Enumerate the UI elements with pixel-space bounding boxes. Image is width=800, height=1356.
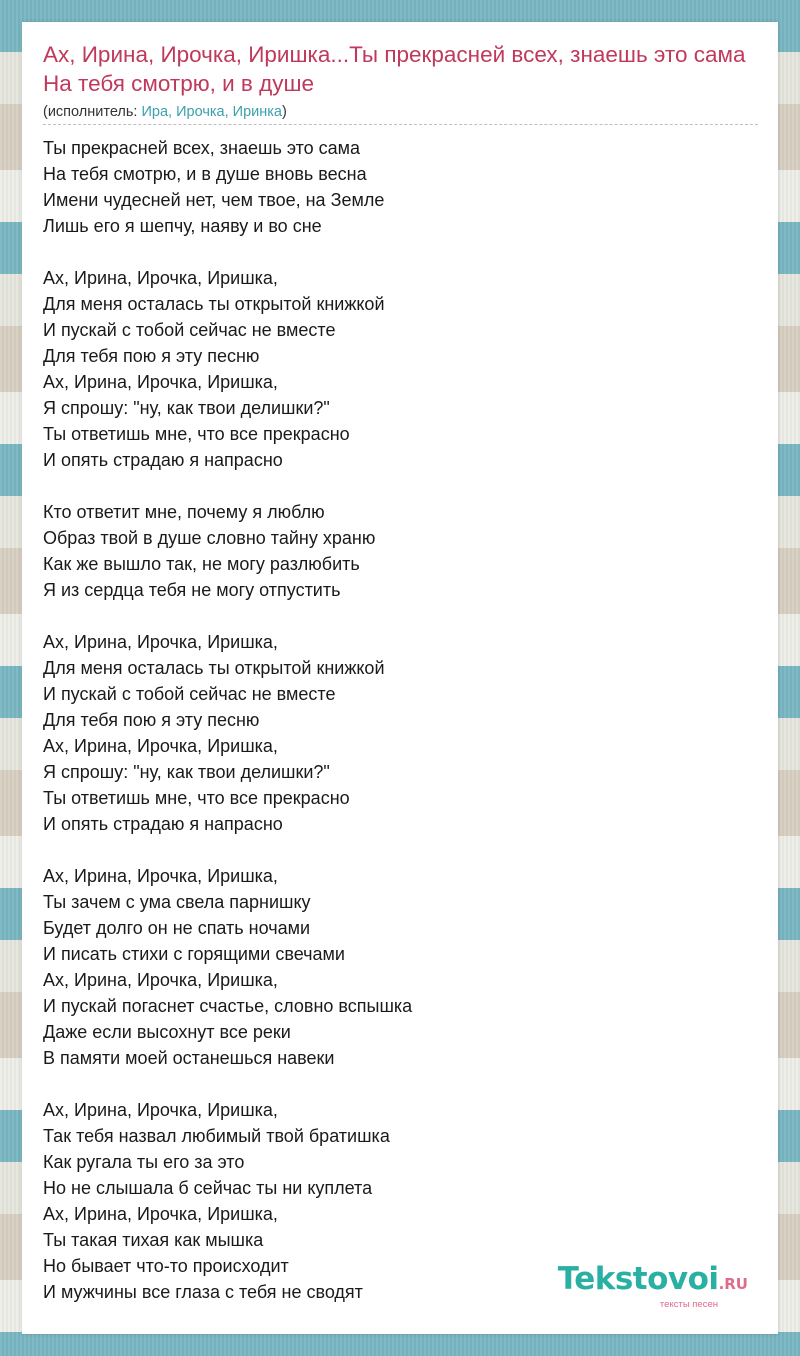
lyrics-line: Как ругала ты его за это xyxy=(43,1152,245,1172)
lyrics-line: Ах, Ирина, Ирочка, Иришка, xyxy=(43,268,278,288)
lyrics-stanza xyxy=(43,863,758,1071)
lyrics-line: Но бывает что-то происходит xyxy=(43,1256,289,1276)
performer-line xyxy=(43,102,758,125)
lyrics-line: Ты прекрасней всех, знаешь это сама xyxy=(43,138,361,158)
lyrics-line: Я спрошу: "ну, как твои делишки?" xyxy=(43,762,330,782)
lyrics-body xyxy=(43,135,758,1305)
lyrics-line: Ах, Ирина, Ирочка, Иришка, xyxy=(43,1100,278,1120)
lyrics-line: И писать стихи с горящими свечами xyxy=(43,944,345,964)
lyrics-line: Ах, Ирина, Ирочка, Иришка, xyxy=(43,866,278,886)
performer-prefix: (исполнитель: xyxy=(43,104,142,120)
lyrics-line: Будет долго он не спать ночами xyxy=(43,918,311,938)
lyrics-line: Даже если высохнут все реки xyxy=(43,1022,291,1042)
performer-suffix: ) xyxy=(281,104,287,120)
lyrics-line: Я спрошу: "ну, как твои делишки?" xyxy=(43,398,330,418)
lyrics-line: На тебя смотрю, и в душе вновь весна xyxy=(43,164,367,184)
lyrics-line: И опять страдаю я напрасно xyxy=(43,450,283,470)
lyrics-line: Ты ответишь мне, что все прекрасно xyxy=(43,424,350,444)
lyrics-line: И пускай с тобой сейчас не вместе xyxy=(43,684,336,704)
logo-main-text: Tekstovoi xyxy=(557,1261,719,1297)
lyrics-line: Для тебя пою я эту песню xyxy=(43,346,260,366)
lyrics-line: Имени чудесней нет, чем твое, на Земле xyxy=(43,190,385,210)
lyrics-line: Как же вышло так, не могу разлюбить xyxy=(43,554,360,574)
lyrics-line: Для меня осталась ты открытой книжкой xyxy=(43,294,385,314)
lyrics-line: Я из сердца тебя не могу отпустить xyxy=(43,580,341,600)
performer-link[interactable]: Ира, Ирочка, Иринка xyxy=(141,104,282,120)
lyrics-line: Ах, Ирина, Ирочка, Иришка, xyxy=(43,970,278,990)
lyrics-stanza xyxy=(43,265,758,473)
lyrics-stanza xyxy=(43,135,758,239)
lyrics-line: Но не слышала б сейчас ты ни куплета xyxy=(43,1178,373,1198)
logo-tld: .RU xyxy=(718,1275,748,1293)
lyrics-line: Лишь его я шепчу, наяву и во сне xyxy=(43,216,322,236)
lyrics-line: Ах, Ирина, Ирочка, Иришка, xyxy=(43,372,278,392)
lyrics-line: Так тебя назвал любимый твой братишка xyxy=(43,1126,390,1146)
lyrics-line: И пускай с тобой сейчас не вместе xyxy=(43,320,336,340)
logo-tagline: тексты песен xyxy=(659,1299,718,1310)
lyrics-stanza xyxy=(43,499,758,603)
lyrics-line: Ты такая тихая как мышка xyxy=(43,1230,264,1250)
lyrics-line: В памяти моей останешься навеки xyxy=(43,1048,335,1068)
lyrics-line: И мужчины все глаза с тебя не сводят xyxy=(43,1282,363,1302)
lyrics-line: Образ твой в душе словно тайну храню xyxy=(43,528,376,548)
site-logo[interactable] xyxy=(558,1263,748,1310)
lyrics-line: Кто ответит мне, почему я люблю xyxy=(43,502,325,522)
lyrics-line: Ах, Ирина, Ирочка, Иришка, xyxy=(43,736,278,756)
lyrics-line: И пускай погаснет счастье, словно вспышка xyxy=(43,996,413,1016)
lyrics-line: Ах, Ирина, Ирочка, Иришка, xyxy=(43,632,278,652)
logo-wordmark xyxy=(558,1263,748,1300)
lyrics-line: Ах, Ирина, Ирочка, Иришка, xyxy=(43,1204,278,1224)
lyrics-line: Для меня осталась ты открытой книжкой xyxy=(43,658,385,678)
lyrics-line: Ты зачем с ума свела парнишку xyxy=(43,892,311,912)
lyrics-line: Ты ответишь мне, что все прекрасно xyxy=(43,788,350,808)
page-title: Ах, Ирина, Ирочка, Иришка...Ты прекрасней всех, знаешь это сама На тебя смотрю, и в душе xyxy=(43,42,746,96)
lyrics-line: Для тебя пою я эту песню xyxy=(43,710,260,730)
lyrics-stanza xyxy=(43,629,758,837)
lyrics-card xyxy=(22,22,778,1334)
lyrics-line: И опять страдаю я напрасно xyxy=(43,814,283,834)
